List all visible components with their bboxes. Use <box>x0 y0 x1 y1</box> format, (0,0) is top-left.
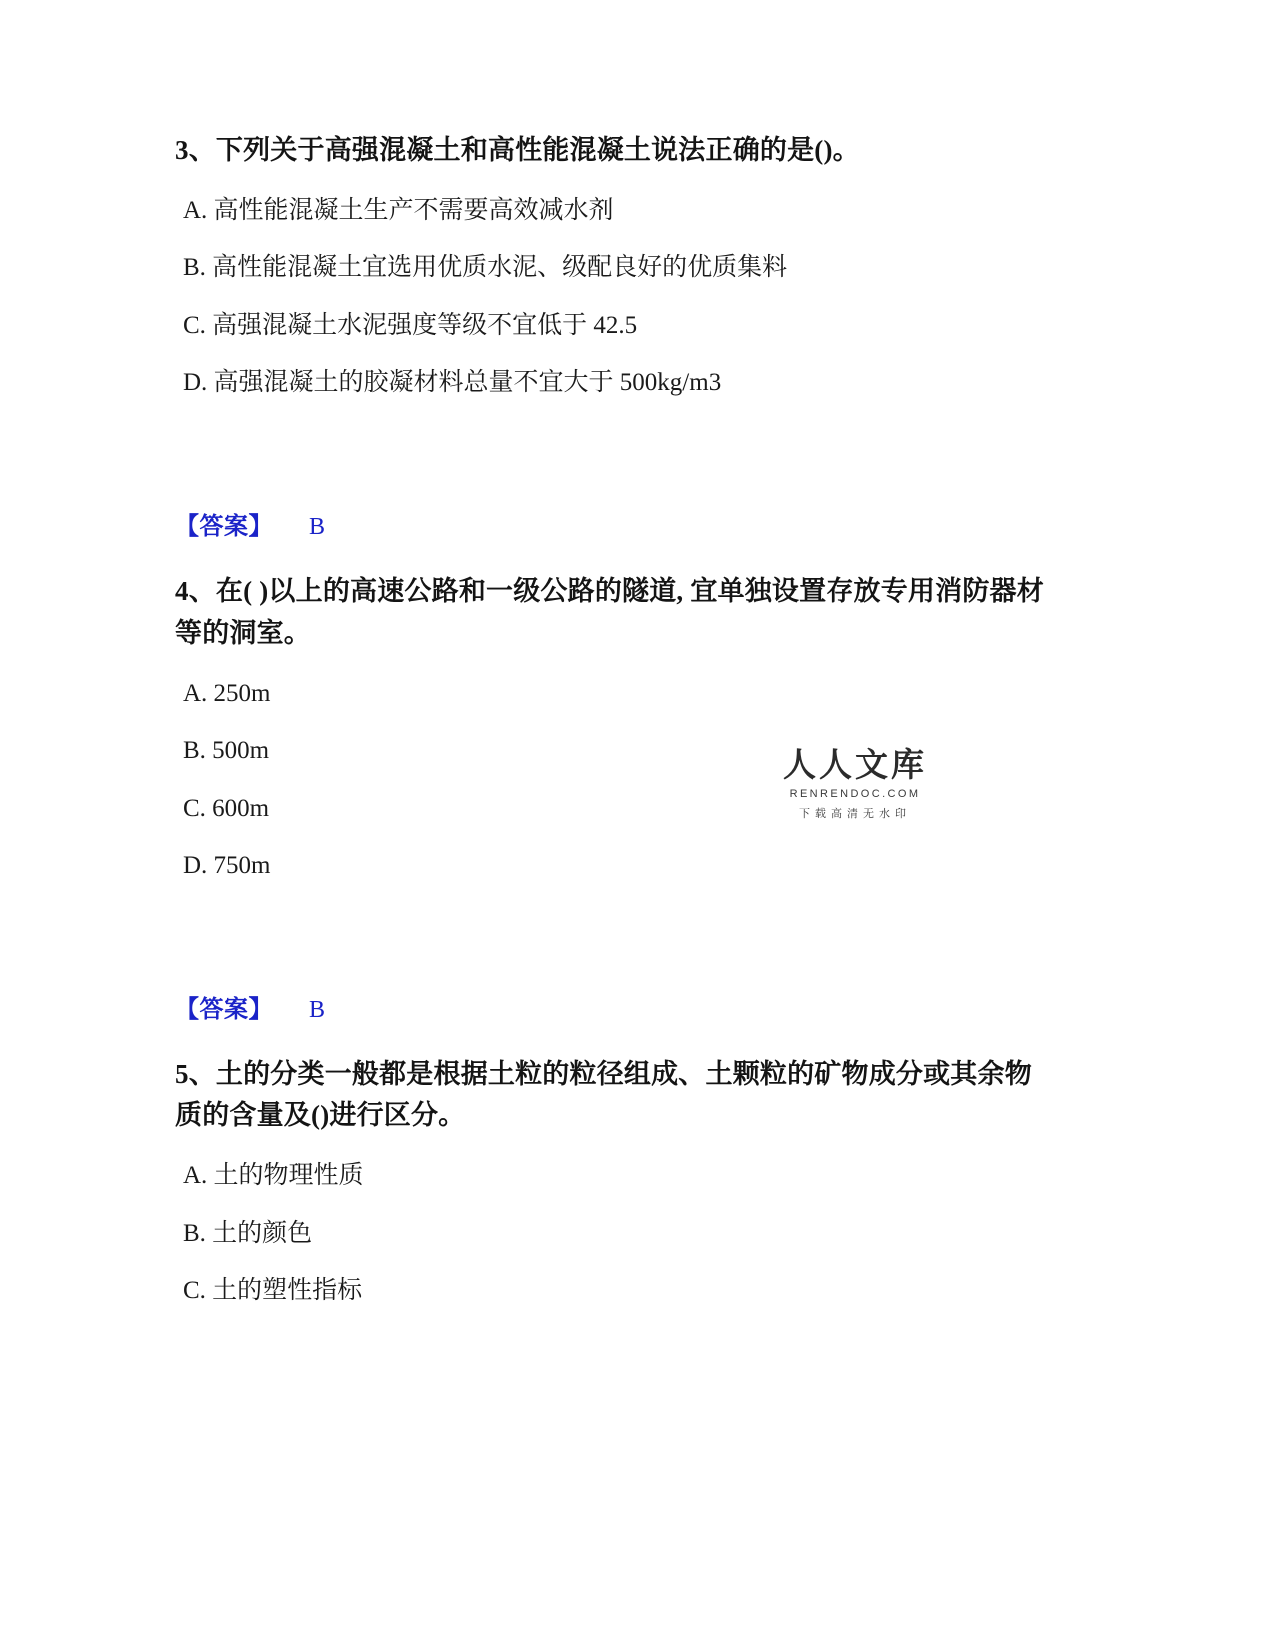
spacer <box>175 885 1045 989</box>
option-c[interactable]: C. 高强混凝土水泥强度等级不宜低于 42.5 <box>183 311 638 339</box>
spacer <box>175 541 1045 571</box>
question-block-3 <box>175 130 1045 402</box>
question-block-5 <box>175 1054 1045 1310</box>
question-stem: 4、在( )以上的高速公路和一级公路的隧道, 宜单独设置存放专用消防器材等的洞室。 <box>175 575 1044 648</box>
answer-row-4 <box>175 989 1045 1024</box>
answer-row-3 <box>175 506 1045 541</box>
question-block-4 <box>175 571 1045 885</box>
option-a[interactable]: A. 土的物理性质 <box>183 1162 364 1190</box>
document-content <box>175 130 1045 1310</box>
option-a[interactable]: A. 250m <box>183 679 271 707</box>
option-a[interactable]: A. 高性能混凝土生产不需要高效减水剂 <box>183 196 614 224</box>
answer-value: B <box>309 513 326 540</box>
watermark-domain: RENRENDOC.COM <box>789 788 921 801</box>
answer-label: 【答案】 <box>175 996 273 1023</box>
question-stem: 5、土的分类一般都是根据土粒的粒径组成、土颗粒的矿物成分或其余物质的含量及()进行区分。 <box>175 1058 1032 1131</box>
option-d[interactable]: D. 高强混凝土的胶凝材料总量不宜大于 500kg/m3 <box>183 369 722 397</box>
question-stem: 3、下列关于高强混凝土和高性能混凝土说法正确的是()。 <box>175 135 860 165</box>
option-c[interactable]: C. 土的塑性指标 <box>183 1277 363 1305</box>
answer-label: 【答案】 <box>175 513 273 540</box>
watermark-note: 下载高清无水印 <box>799 808 911 821</box>
option-b[interactable]: B. 高性能混凝土宜选用优质水泥、级配良好的优质集料 <box>183 254 788 282</box>
spacer <box>175 1024 1045 1054</box>
option-d[interactable]: D. 750m <box>183 852 271 880</box>
option-b[interactable]: B. 土的颜色 <box>183 1219 313 1247</box>
watermark <box>770 748 940 821</box>
spacer <box>175 402 1045 506</box>
answer-value: B <box>309 996 326 1023</box>
option-c[interactable]: C. 600m <box>183 794 270 822</box>
option-b[interactable]: B. 500m <box>183 737 270 765</box>
watermark-title: 人人文库 <box>783 748 927 784</box>
